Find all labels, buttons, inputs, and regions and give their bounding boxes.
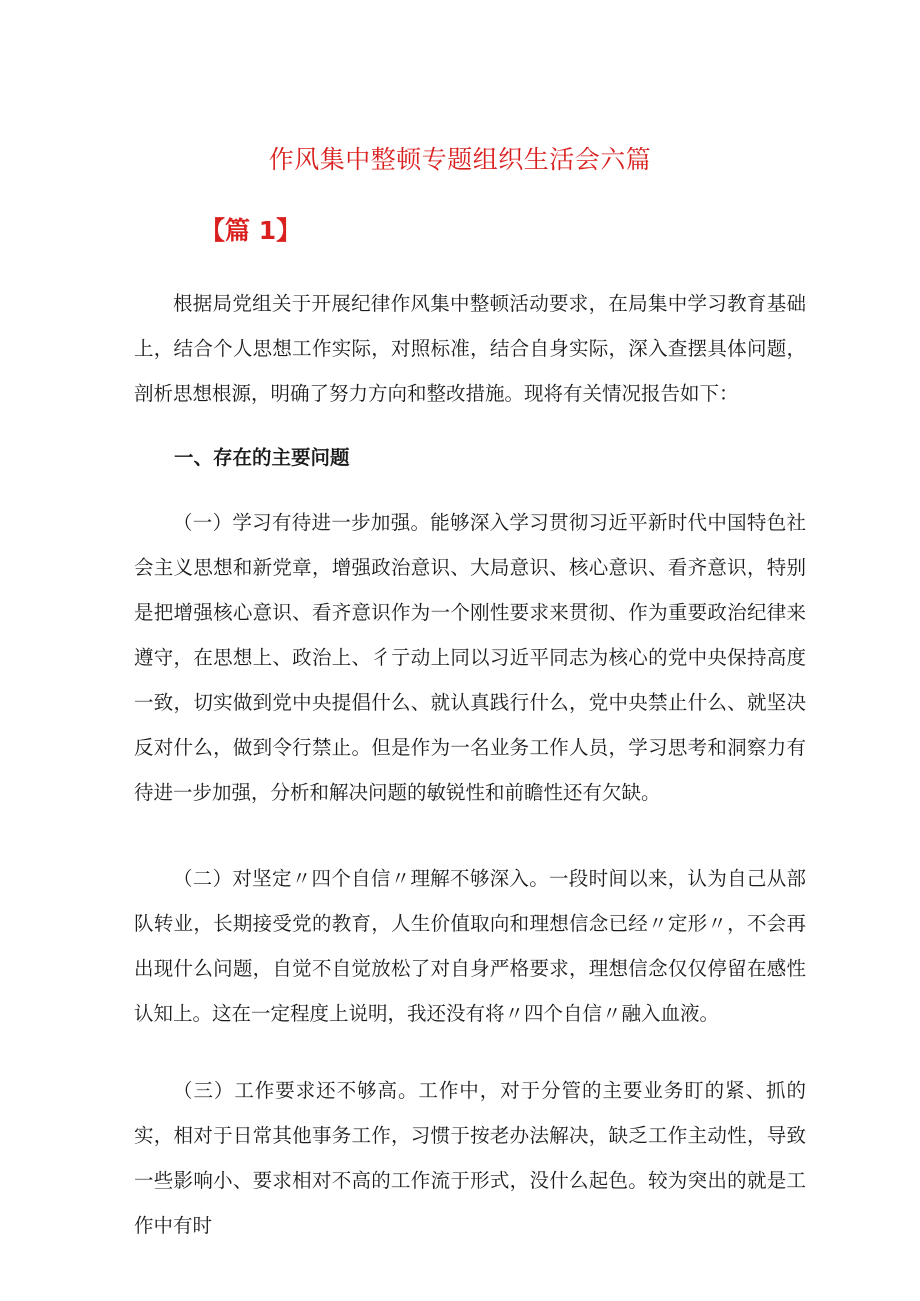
body-paragraph-2: （二）对坚定〃四个自信〃理解不够深入。一段时间以来，认为自己从部队转业，长期接受党的教育，人生价值取向和理想信念已经〃定形〃，不会再出现什么问题，自觉不自觉放松了对自身严格要求，理想信念仅仅停留在感性认知上。这在一定程度上说明，我还没有将〃四个自信〃融入血液。	[134, 867, 806, 1025]
section-tag: 【篇 1】	[200, 216, 302, 245]
body-paragraph-1: （一）学习有待进一步加强。能够深入学习贯彻习近平新时代中国特色社会主义思想和新党章，增强政治意识、大局意识、核心意识、看齐意识，特别是把增强核心意识、看齐意识作为一个刚性要求来贯彻、作为重要政治纪律来遵守，在思想上、政治上、彳亍动上同以习近平同志为核心的党中央保持高度一致，切实做到党中央提倡什么、就认真践行什么，党中央禁止什么、就坚决反对什么，做到令行禁止。但是作为一名业务工作人员，学习思考和洞察力有待进一步加强，分析和解决问题的敏锐性和前瞻性还有欠缺。	[134, 511, 806, 804]
document-title: 作风集中整顿专题组织生活会六篇	[268, 145, 652, 174]
section-heading: 一、存在的主要问题	[174, 446, 350, 469]
body-paragraph-3: （三）工作要求还不够高。工作中，对于分管的主要业务盯的紧、抓的实，相对于日常其他事务工作，习惯于按老办法解决，缺乏工作主动性，导致一些影响小、要求相对不高的工作流于形式，没什么起色。较为突出的就是工作中有时	[134, 1079, 806, 1237]
intro-paragraph: 根据局党组关于开展纪律作风集中整顿活动要求，在局集中学习教育基础上，结合个人思想工作实际，对照标准，结合自身实际，深入查摆具体问题，剖析思想根源，明确了努力方向和整改措施。现将有关情况报告如下：	[134, 292, 806, 405]
